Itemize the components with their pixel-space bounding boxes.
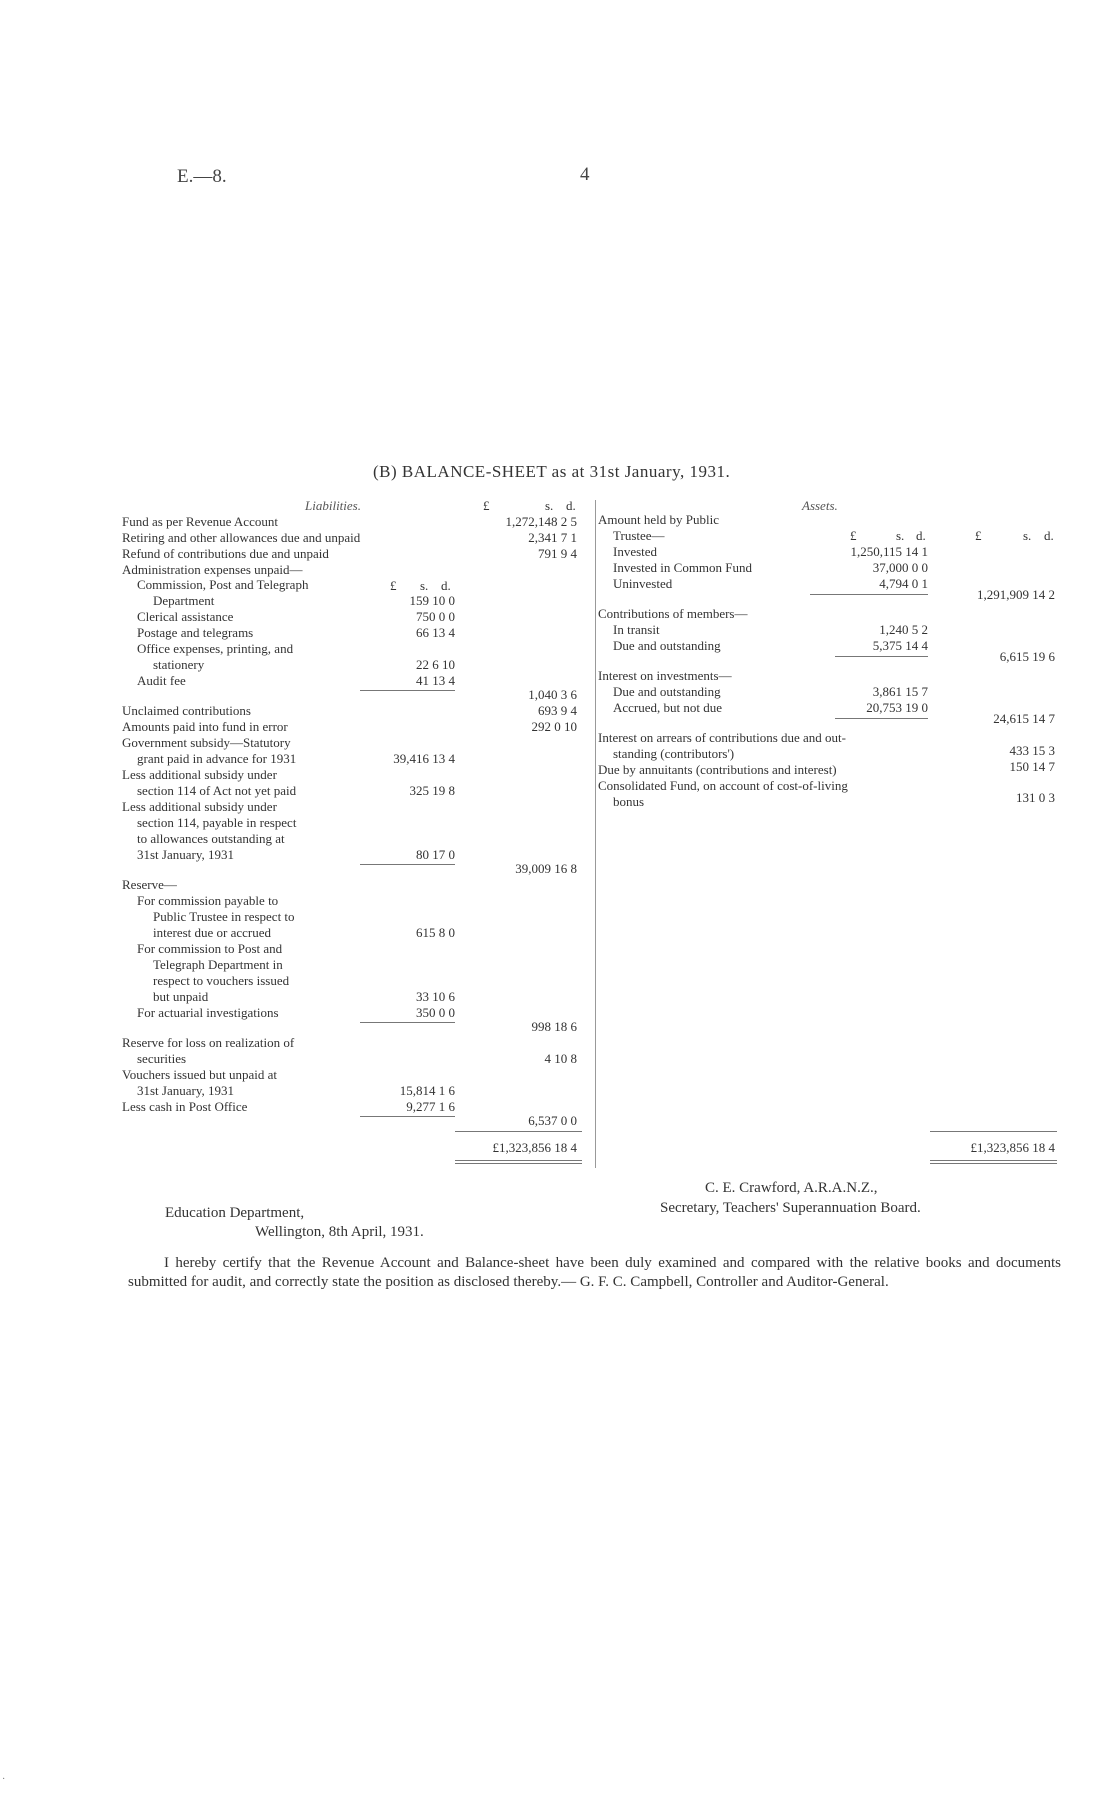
assets-line: Invested in Common Fund: [613, 560, 753, 575]
department-line: Education Department,: [165, 1205, 305, 1221]
audit-certificate: I hereby certify that the Revenue Account and Balance-sheet have been duly examined and compared with the relative books and documents submitted for audit, and correctly state the position as disclosed thereby.— G. F. C. Campbell, Controller and Auditor-General.: [128, 1255, 1061, 1290]
assets-line: Trustee—: [613, 528, 665, 543]
liab-outer-amount: 292 0 10: [531, 719, 577, 734]
liab-line: For actuarial investigations: [137, 1005, 279, 1020]
liab-outer-amount: 791 9 4: [538, 546, 577, 561]
liab-total-double-rule: [455, 1163, 582, 1164]
signatory-role: Secretary, Teachers' Superannuation Board.: [660, 1200, 921, 1216]
assets-inner-amount: 3,861 15 7: [872, 684, 928, 699]
assets-inner-amount: 20,753 19 0: [866, 700, 928, 715]
liab-line: Unclaimed contributions: [122, 703, 251, 718]
liab-line: Department: [153, 593, 215, 608]
liab-inner-amount: 39,416 13 4: [393, 751, 455, 766]
assets-line: Due by annuitants (contributions and interest): [598, 762, 837, 777]
assets-inner-rule: [835, 718, 928, 719]
assets-line: Contributions of members—: [598, 606, 748, 621]
assets-inner-pound: £: [850, 528, 857, 543]
liab-line: Less additional subsidy under: [122, 767, 277, 782]
column-divider: [595, 500, 596, 1168]
liab-line: Retiring and other allowances due and unpaid: [122, 530, 361, 545]
assets-line: Due and outstanding: [613, 638, 721, 653]
assets-inner-rule: [810, 594, 928, 595]
liab-line: Commission, Post and Telegraph: [137, 577, 309, 592]
assets-outer-amount: 433 15 3: [1009, 743, 1055, 758]
liab-outer-amount: 6,537 0 0: [528, 1113, 577, 1128]
liabilities-heading: Liabilities.: [305, 498, 361, 513]
liab-line: Fund as per Revenue Account: [122, 514, 278, 529]
liab-line: section 114 of Act not yet paid: [137, 783, 297, 798]
liab-line: Amounts paid into fund in error: [122, 719, 288, 734]
liab-outer-amount: 4 10 8: [544, 1051, 577, 1066]
liab-inner-amount: 615 8 0: [416, 925, 455, 940]
assets-inner-pence: d.: [916, 528, 926, 543]
liab-inner-amount: 750 0 0: [416, 609, 455, 624]
assets-inner-rule: [835, 656, 928, 657]
place-date-line: Wellington, 8th April, 1931.: [255, 1224, 424, 1240]
page-reference: E.—8.: [177, 166, 227, 187]
liab-total-rule: [455, 1131, 582, 1132]
assets-inner-amount: 37,000 0 0: [872, 560, 928, 575]
assets-outer-amount: 150 14 7: [1009, 759, 1055, 774]
assets-outer-amount: 1,291,909 14 2: [977, 587, 1055, 602]
liab-col-pound: £: [483, 498, 490, 513]
liab-line: but unpaid: [153, 989, 209, 1004]
liab-line: Vouchers issued but unpaid at: [122, 1067, 278, 1082]
assets-total-double-rule: [930, 1163, 1057, 1164]
liab-inner-amount: 22 6 10: [416, 657, 455, 672]
assets-col-pence: d.: [1044, 528, 1054, 543]
assets-line: standing (contributors'): [613, 746, 735, 761]
page-number: 4: [580, 164, 590, 185]
liab-outer-amount: 39,009 16 8: [515, 861, 577, 876]
balance-sheet-title: (B) BALANCE-SHEET as at 31st January, 1931.: [373, 462, 731, 481]
assets-outer-amount: 6,615 19 6: [999, 649, 1055, 664]
liab-line: For commission payable to: [137, 893, 279, 908]
liabilities-total: £1,323,856 18 4: [492, 1140, 577, 1155]
assets-line: Consolidated Fund, on account of cost-of-living: [598, 778, 848, 793]
liab-line: Audit fee: [137, 673, 186, 688]
assets-total-rule: [930, 1131, 1057, 1132]
liab-line: grant paid in advance for 1931: [137, 751, 297, 766]
liab-inner-pound: £: [390, 578, 397, 593]
liab-line: interest due or accrued: [153, 925, 272, 940]
liab-line: Administration expenses unpaid—: [122, 562, 303, 577]
assets-outer-amount: 24,615 14 7: [993, 711, 1055, 726]
assets-line: Amount held by Public: [598, 512, 719, 527]
liab-inner-amount: 159 10 0: [409, 593, 455, 608]
assets-line: bonus: [613, 794, 645, 809]
margin-mark: ·: [2, 1774, 6, 1785]
liab-line: Office expenses, printing, and: [137, 641, 294, 656]
liab-line: Less cash in Post Office: [122, 1099, 248, 1114]
assets-line: Uninvested: [613, 576, 673, 591]
liab-outer-amount: 693 9 4: [538, 703, 577, 718]
liab-inner-rule: [360, 864, 455, 865]
liab-line: respect to vouchers issued: [153, 973, 290, 988]
assets-line: Interest on arrears of contributions due and out-: [598, 730, 847, 745]
liab-inner-shilling: s.: [420, 578, 429, 593]
assets-inner-amount: 1,240 5 2: [879, 622, 928, 637]
liab-line: Government subsidy—Statutory: [122, 735, 291, 750]
signatory-name: C. E. Crawford, A.R.A.N.Z.,: [705, 1180, 878, 1196]
liab-line: to allowances outstanding at: [137, 831, 285, 846]
liab-inner-rule: [360, 1022, 455, 1023]
liab-line: 31st January, 1931: [137, 1083, 235, 1098]
liab-inner-pence: d.: [441, 578, 451, 593]
assets-line: Due and outstanding: [613, 684, 721, 699]
assets-inner-shilling: s.: [896, 528, 905, 543]
liab-total-double-rule: [455, 1160, 582, 1161]
liab-col-shilling: s.: [545, 498, 554, 513]
liab-inner-amount: 350 0 0: [416, 1005, 455, 1020]
liab-line: Less additional subsidy under: [122, 799, 277, 814]
liab-inner-amount: 9,277 1 6: [406, 1099, 455, 1114]
assets-inner-amount: 1,250,115 14 1: [850, 544, 928, 559]
liab-outer-amount: 998 18 6: [531, 1019, 577, 1034]
liab-line: For commission to Post and: [137, 941, 283, 956]
liab-line: Reserve—: [122, 877, 177, 892]
liab-outer-amount: 1,272,148 2 5: [505, 514, 577, 529]
liab-outer-amount: 1,040 3 6: [528, 687, 577, 702]
liab-inner-amount: 33 10 6: [416, 989, 455, 1004]
liab-line: 31st January, 1931: [137, 847, 235, 862]
liab-inner-amount: 80 17 0: [416, 847, 455, 862]
assets-total: £1,323,856 18 4: [970, 1140, 1055, 1155]
liab-inner-rule: [360, 690, 455, 691]
assets-line: Interest on investments—: [598, 668, 732, 683]
liab-line: securities: [137, 1051, 187, 1066]
liab-line: Reserve for loss on realization of: [122, 1035, 295, 1050]
assets-heading: Assets.: [802, 498, 838, 513]
assets-outer-amount: 131 0 3: [1016, 790, 1055, 805]
assets-inner-amount: 4,794 0 1: [879, 576, 928, 591]
liab-inner-rule: [360, 1116, 455, 1117]
assets-line: In transit: [613, 622, 660, 637]
liab-inner-amount: 325 19 8: [409, 783, 455, 798]
liab-line: Telegraph Department in: [153, 957, 283, 972]
assets-inner-amount: 5,375 14 4: [872, 638, 928, 653]
liab-inner-amount: 41 13 4: [416, 673, 455, 688]
assets-line: Accrued, but not due: [613, 700, 723, 715]
assets-line: Invested: [613, 544, 658, 559]
liab-line: Clerical assistance: [137, 609, 234, 624]
liab-line: section 114, payable in respect: [137, 815, 297, 830]
liab-inner-amount: 66 13 4: [416, 625, 455, 640]
liab-line: Postage and telegrams: [137, 625, 254, 640]
liab-line: Public Trustee in respect to: [153, 909, 295, 924]
liab-inner-amount: 15,814 1 6: [399, 1083, 455, 1098]
liab-col-pence: d.: [566, 498, 576, 513]
assets-total-double-rule: [930, 1160, 1057, 1161]
assets-col-shilling: s.: [1023, 528, 1032, 543]
liab-line: Refund of contributions due and unpaid: [122, 546, 329, 561]
assets-col-pound: £: [975, 528, 982, 543]
liab-outer-amount: 2,341 7 1: [528, 530, 577, 545]
liab-line: stationery: [153, 657, 205, 672]
